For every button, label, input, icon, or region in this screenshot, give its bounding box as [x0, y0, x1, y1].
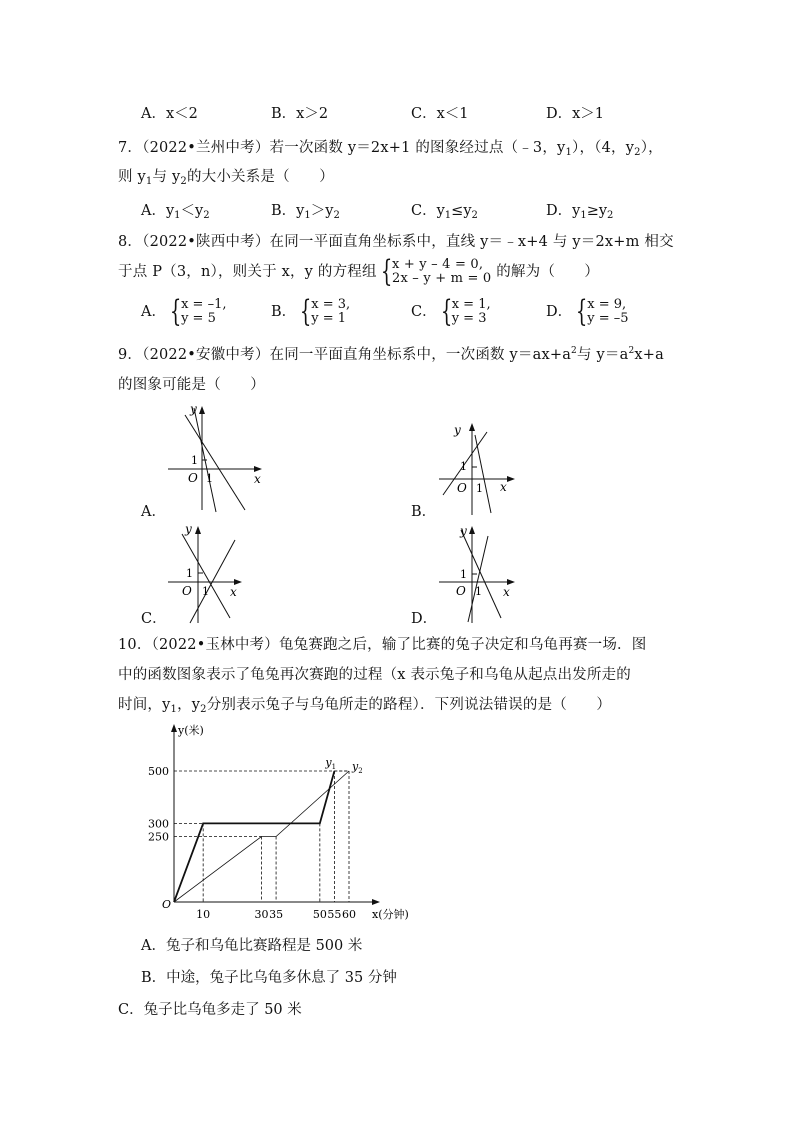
y-tick-label-300: 300: [148, 817, 169, 831]
q10-option-b: B．中途，兔子比乌龟多休息了 35 分钟: [141, 970, 397, 986]
series-label-y2: $y_2$: [352, 760, 363, 775]
y-axis-arrow: [469, 526, 475, 534]
q9-stem-line1: 9．（2022•安徽中考）在同一平面直角坐标系中，一次函数 $y=ax+a^2$与 $y=a^2x+a$: [118, 346, 664, 363]
x-label: x: [500, 480, 507, 494]
x-label: x: [230, 585, 237, 599]
y-label: y: [454, 423, 461, 437]
tick-label-y1: 1: [186, 567, 193, 580]
y-axis-arrow: [469, 423, 475, 431]
equation-system: x + y – 4 = 0, 2x – y + m = 0: [391, 257, 492, 286]
tick-label-x1: 1: [475, 585, 482, 598]
origin-label: O: [188, 471, 198, 485]
q8-option-a: A． { x = –1, y = 5: [141, 294, 227, 329]
y-tick-label-500: 500: [148, 765, 169, 778]
x-tick-label-35: 35: [269, 908, 284, 921]
y-axis-arrow: [195, 526, 201, 534]
x-label: x: [254, 472, 261, 486]
q9-option-d: D．: [411, 611, 438, 627]
q10-stem-line3: 时间，$y_1$，$y_2$分别表示兔子与乌龟所走的路程）．下列说法错误的是（ ）: [118, 697, 612, 715]
q9-option-c: C．: [141, 611, 167, 627]
x-tick-label-50: 50: [312, 908, 327, 921]
q10-stem-line1: 10．（2022•玉林中考）龟兔赛跑之后，输了比赛的兔子决定和乌龟再赛一场．图: [118, 637, 647, 653]
x-axis-arrow: [507, 476, 515, 482]
origin-label: O: [162, 898, 172, 911]
y-label: y: [185, 522, 192, 536]
q8-option-b: B． { x = 3, y = 1: [271, 294, 351, 329]
x-tick-label-60: 60: [342, 908, 356, 921]
line-1: [461, 530, 501, 618]
q8-option-d: D． { x = 9, y = –5: [546, 294, 629, 329]
race-chart: [140, 718, 430, 928]
origin-label: O: [457, 481, 467, 495]
tick-label-x1: 1: [476, 482, 483, 495]
y-axis-arrow: [171, 724, 177, 732]
q8-stem-line1: 8．（2022•陕西中考）在同一平面直角坐标系中，直线 y＝﹣x+4 与 y＝2x+m 相交: [118, 234, 674, 250]
line-2: [468, 536, 488, 622]
q7-stem-line1: 7．（2022•兰州中考）若一次函数 y＝2x+1 的图象经过点（﹣3，$y_1$），（4，$y_2$），: [118, 140, 663, 158]
q10-option-a: A．兔子和乌龟比赛路程是 500 米: [141, 938, 363, 954]
q10-stem-line2: 中的函数图象表示了龟兔再次赛跑的过程（x 表示兔子和乌龟从起点出发所走的: [118, 667, 631, 683]
x-label: x: [503, 585, 510, 599]
q7-stem-line2: 则 $y_1$与 $y_2$的大小关系是（ ）: [118, 169, 334, 187]
q6-option-d: D．x＞1: [546, 106, 605, 122]
y-label: y: [460, 524, 467, 538]
x-axis-label: x(分钟): [372, 908, 409, 921]
q9-stem-line2: 的图象可能是（ ）: [118, 377, 265, 393]
q9-graph-b: [435, 410, 525, 520]
y-axis-label: y(米): [178, 724, 204, 737]
x-tick-label-30: 30: [254, 908, 269, 921]
y-tick-label-250: 250: [148, 830, 169, 844]
system-brace: {: [380, 254, 393, 289]
y-axis-arrow: [199, 406, 205, 414]
q10-option-c: C．兔子比乌龟多走了 50 米: [118, 1002, 302, 1018]
q6-option-c: C．x＜1: [411, 106, 469, 122]
q9-option-b: B．: [411, 504, 437, 520]
q8-option-c: C． { x = 1, y = 3: [411, 294, 491, 329]
q7-option-c: C．$y_1\le y_2$: [411, 203, 478, 221]
q9-graph-c: [160, 518, 260, 628]
line-2: [475, 435, 491, 513]
tick-label-y1: 1: [191, 454, 198, 467]
tick-label-x1: 1: [202, 585, 209, 598]
q6-option-b: B．x＞2: [271, 106, 329, 122]
q9-graph-a: [160, 400, 270, 515]
tick-label-y1: 1: [460, 460, 467, 473]
q7-option-a: A．$y_1<y_2$: [141, 203, 210, 221]
origin-label: O: [456, 584, 466, 598]
x-tick-label-10: 10: [196, 908, 211, 921]
series-label-y1: $y_1$: [325, 756, 337, 771]
x-axis-arrow: [372, 899, 380, 905]
tick-label-y1: 1: [460, 568, 467, 581]
tick-label-x1: 1: [206, 472, 213, 485]
x-tick-label-55: 55: [327, 908, 342, 921]
q9-graph-d: [435, 518, 525, 628]
q6-option-a: A．x＜2: [141, 106, 198, 122]
y-label: y: [190, 402, 197, 416]
q7-option-b: B．$y_1>y_2$: [271, 203, 340, 221]
q8-stem-line2: 于点 P（3，n），则关于 x，y 的方程组 { x + y – 4 = 0, 2x – y + m = 0 的解为（ ）: [118, 254, 600, 289]
q7-option-d: D．$y_1\ge y_2$: [546, 203, 614, 221]
origin-label: O: [182, 584, 192, 598]
q9-option-a: A．: [141, 504, 166, 520]
